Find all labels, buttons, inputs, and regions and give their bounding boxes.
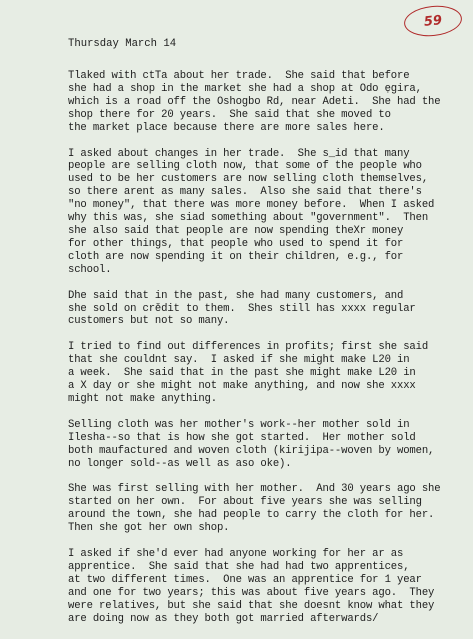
text-line: for other things, that people who used to spend it for	[68, 237, 404, 250]
text-line: why this was, she siad something about "government". Then	[68, 212, 429, 225]
paragraph	[68, 341, 460, 406]
text-line: shop there for 20 years. She said that she moved to	[68, 108, 391, 121]
text-line: the market place because there are more sales here.	[68, 121, 385, 134]
text-line: I asked about changes in her trade. She s_id that many	[68, 147, 410, 160]
text-line: which is a road off the Oshogbo Rd, near Adeti. She had the	[68, 95, 441, 108]
text-line: Tlaked with ctTa about her trade. She said that before	[68, 70, 410, 82]
text-line: at two different times. One was an apprentice for 1 year	[68, 573, 422, 586]
paragraph-list	[68, 70, 460, 626]
text-line: no longer sold--as well as aso oke).	[68, 457, 292, 470]
text-line: a week. She said that in the past she might make L20 in	[68, 367, 416, 380]
text-line: She was first selling with her mother. And 30 years ago she	[68, 483, 441, 496]
text-line: a X day or she might not make anything, and now she xxxx	[68, 380, 416, 393]
text-line: cloth are now spending it on their children, e.g., for	[68, 250, 404, 263]
text-line: customers but not so many.	[68, 315, 230, 328]
text-line: people are selling cloth now, that some of the people who	[68, 160, 422, 173]
text-line: started on her own. For about five years she was selling	[68, 496, 422, 509]
paragraph	[68, 548, 460, 625]
document-body	[68, 38, 460, 639]
text-line: I tried to find out differences in profits; first she said	[68, 341, 429, 354]
text-line: Selling cloth was her mother's work--her mother sold in	[68, 418, 410, 431]
text-line: are doing now as they both got married afterwards/	[68, 612, 379, 625]
paragraph	[68, 419, 460, 471]
text-line: "no money", that there was more money before. When I asked	[68, 199, 435, 212]
text-line: I asked if she'd ever had anyone working for her ar as	[68, 548, 404, 561]
text-line: that she couldnt say. I asked if she might make L20 in	[68, 354, 410, 367]
text-line: school.	[68, 263, 112, 276]
text-line: used to be her customers are now selling cloth themselves,	[68, 173, 429, 186]
paragraph	[68, 290, 460, 329]
text-line: might not make anything.	[68, 392, 217, 405]
text-line: she also said that people are now spending theXr money	[68, 224, 404, 237]
text-line: both maufactured and woven cloth (kirijipa--woven by women,	[68, 444, 435, 457]
paragraph	[68, 483, 460, 535]
text-line: were relatives, but she said that she doesnt know what they	[68, 599, 435, 612]
text-line: so there arent as many sales. Also she said that there's	[68, 186, 422, 199]
text-line: and one for two years; this was about five years ago. They	[68, 586, 435, 599]
text-line: apprentice. She said that she had had two apprentices,	[68, 561, 410, 573]
paragraph	[68, 148, 460, 277]
text-line: Then she got her own shop.	[68, 522, 230, 535]
paragraph	[68, 70, 460, 135]
text-line: Ilesha--so that is how she got started. Her mother sold	[68, 431, 416, 444]
text-line: Dhe said that in the past, she had many customers, and	[68, 289, 404, 302]
text-line: she had a shop in the market she had a shop at Odo ẹgira,	[68, 82, 422, 95]
page-number-stamp: 59	[403, 3, 464, 39]
text-line: around the town, she had people to carry the cloth for her.	[68, 509, 435, 522]
date-heading: Thursday March 14	[68, 38, 177, 50]
text-line: she sold on crědit to them. Shes still has xxxx regular	[68, 302, 416, 315]
